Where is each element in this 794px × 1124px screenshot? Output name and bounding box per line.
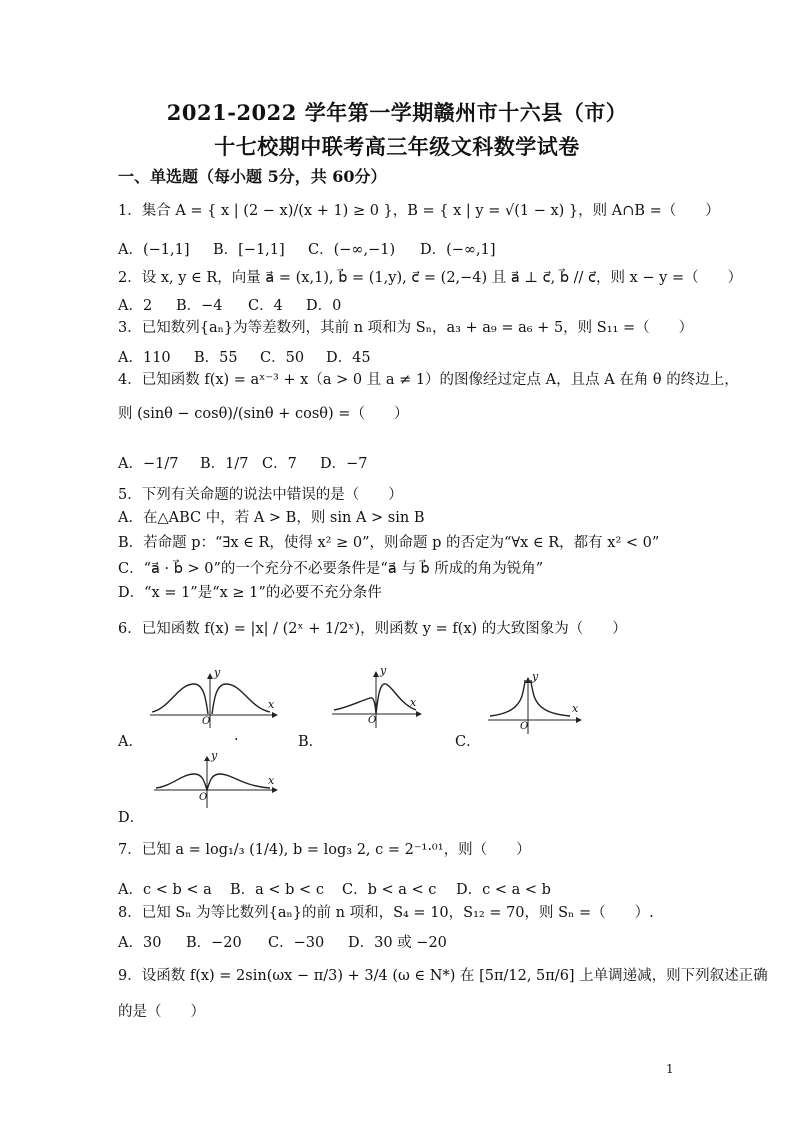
question-9-line2: 的是（ ） — [118, 1004, 205, 1020]
graph-a-dot: . — [234, 728, 239, 744]
option-a: A．(−1,1] — [118, 242, 190, 258]
option-d: D．c < a < b — [456, 882, 551, 898]
option-d: D．(−∞,1] — [420, 242, 496, 258]
graph-label-a: A． — [118, 734, 143, 750]
origin-label: O — [368, 715, 377, 726]
option-c: C．4 — [248, 298, 283, 314]
option-c: C．50 — [260, 350, 305, 366]
origin-label: O — [520, 721, 529, 732]
exam-title-line2: 十七校期中联考高三年级文科数学试卷 — [214, 134, 580, 159]
graph-label-d: D． — [118, 810, 145, 826]
option-a: A．30 — [118, 935, 162, 951]
question-6: 6．已知函数 f(x) = |x| / (2ˣ + 1/2ˣ)，则函数 y = f(x) 的大致图象为（ ） — [118, 621, 627, 637]
question-1: 1．集合 A = { x | (2 − x)/(x + 1) ≥ 0 }，B = { x | y = √(1 − x) }，则 A∩B =（ ） — [118, 203, 720, 219]
option-c: C．(−∞,−1) — [308, 242, 396, 258]
graph-option-b — [330, 664, 422, 730]
axis-y-label: y — [532, 670, 539, 683]
question-3-options — [118, 346, 371, 367]
option-d: D．45 — [326, 350, 371, 366]
axis-x-label: x — [572, 702, 579, 715]
option-c: C．−30 — [268, 935, 325, 951]
option-b: B．−4 — [176, 298, 223, 314]
graph-option-c — [486, 670, 582, 736]
question-4-options — [118, 452, 368, 473]
option-b: B．[−1,1] — [213, 242, 285, 258]
graph-label-b: B． — [298, 734, 324, 750]
question-2-options — [118, 294, 341, 315]
option-b: B．55 — [194, 350, 238, 366]
question-8: 8．已知 Sₙ 为等比数列{aₙ}的前 n 项和，S₄ = 10，S₁₂ = 70，则 Sₙ =（ ）. — [118, 905, 654, 921]
question-5-option-d: D．“x = 1”是“x ≥ 1”的必要不充分条件 — [118, 585, 382, 601]
question-1-options — [118, 238, 496, 259]
axis-y-label: y — [211, 749, 218, 762]
axis-y-label: y — [214, 666, 221, 679]
question-5-option-c: C．“a⃗ · b⃗ > 0”的一个充分不必要条件是“a⃗ 与 b⃗ 所成的角为锐角” — [118, 561, 544, 577]
graph-option-d — [152, 749, 278, 812]
axis-x-label: x — [268, 774, 275, 787]
question-4-line2: 则 (sinθ − cosθ)/(sinθ + cosθ) =（ ） — [118, 406, 409, 422]
section-heading: 一、单选题（每小题 5分，共 60分） — [118, 167, 387, 186]
option-c: C．b < a < c — [342, 882, 437, 898]
option-d: D．−7 — [320, 456, 368, 472]
question-5-option-a: A．在△ABC 中，若 A > B，则 sin A > sin B — [118, 510, 425, 526]
question-7-options — [118, 878, 551, 899]
option-a: A．c < b < a — [118, 882, 212, 898]
question-5: 5．下列有关命题的说法中错误的是（ ） — [118, 487, 403, 503]
option-d: D．30 或 −20 — [348, 935, 447, 951]
option-b: B．−20 — [186, 935, 242, 951]
question-3: 3．已知数列{aₙ}为等差数列，其前 n 项和为 Sₙ，a₃ + a₉ = a₆ + 5，则 S₁₁ =（ ） — [118, 320, 694, 336]
axis-x-label: x — [268, 698, 275, 711]
option-b: B．a < b < c — [230, 882, 324, 898]
axis-x-label: x — [410, 696, 417, 709]
option-a: A．−1/7 — [118, 456, 179, 472]
question-9-line1: 9．设函数 f(x) = 2sin(ωx − π/3) + 3/4 (ω ∈ N*) 在 [5π/12, 5π/6] 上单调递减，则下列叙述正确 — [118, 968, 768, 984]
graph-option-a — [148, 666, 278, 732]
exam-title-line1: 2021-2022 学年第一学期赣州市十六县（市） — [166, 100, 628, 125]
option-d: D．0 — [306, 298, 342, 314]
axis-y-label: y — [380, 664, 387, 677]
origin-label: O — [202, 716, 211, 727]
question-4-line1: 4．已知函数 f(x) = aˣ⁻³ + x（a > 0 且 a ≠ 1）的图像经过定点 A，且点 A 在角 θ 的终边上， — [118, 372, 739, 388]
option-c: C．7 — [262, 456, 297, 472]
question-7: 7．已知 a = log₁/₃ (1/4), b = log₃ 2, c = 2⁻¹·⁰¹，则（ ） — [118, 842, 531, 858]
graph-label-c: C． — [455, 734, 481, 750]
question-5-option-b: B．若命题 p：“∃x ∈ R，使得 x² ≥ 0”，则命题 p 的否定为“∀x ∈ R，都有 x² < 0” — [118, 535, 660, 551]
option-b: B．1/7 — [200, 456, 249, 472]
origin-label: O — [199, 792, 208, 803]
question-8-options — [118, 931, 447, 952]
option-a: A．2 — [118, 298, 153, 314]
page-number: 1 — [666, 1062, 674, 1076]
question-2: 2．设 x, y ∈ R，向量 a⃗ = (x,1), b⃗ = (1,y), c⃗ = (2,−4) 且 a⃗ ⊥ c⃗, b⃗ // c⃗，则 x − y =（ ） — [118, 270, 743, 286]
option-a: A．110 — [118, 350, 171, 366]
